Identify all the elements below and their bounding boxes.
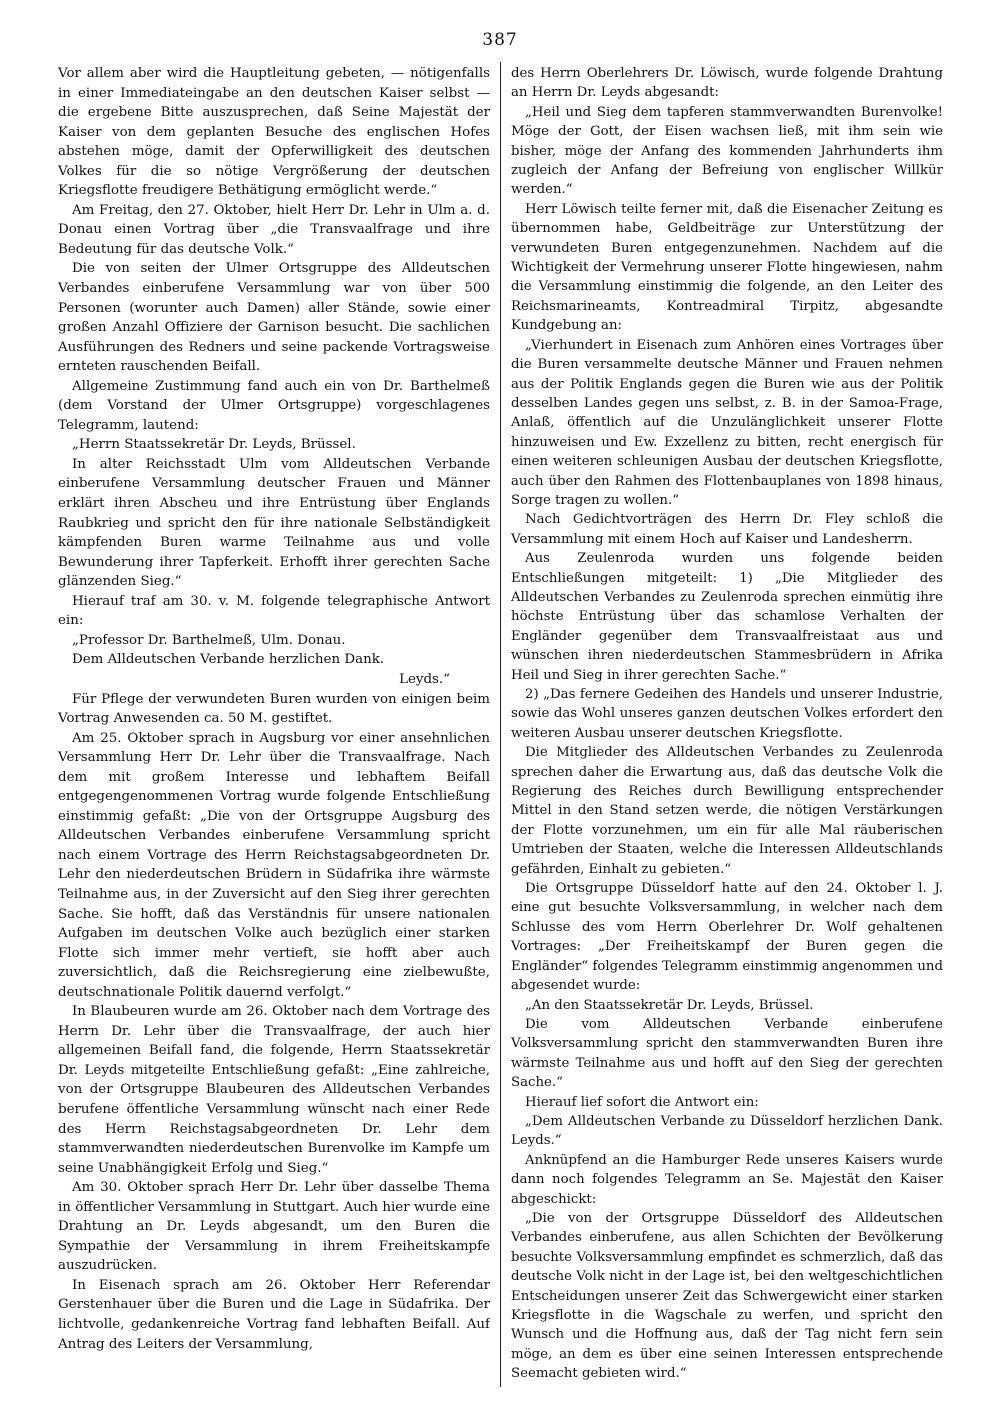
paragraph: Die Ortsgruppe Düsseldorf hatte auf den 24. Oktober l. J. eine gut besuchte Volksversammlung, in welcher nach dem Schlusse des vom Herrn Oberlehrer Dr. Wolf gehaltenen Vortrages: „Der Freiheitskampf der Buren gegen die Engländer“ folgendes Telegramm einstimmig angenommen und abgesendet wurde: <box>511 881 943 994</box>
paragraph: Aus Zeulenroda wurden uns folgende beiden Entschließungen mitgeteilt: 1) „Die Mitglieder des Alldeutschen Verbandes zu Zeulenroda sprechen einmütig ihre höchste Entrüstung über das schamlose Verhalten der Engländer gegenüber dem Transvaalfreistaat aus und wünschen ihren niederdeutschen Stammesbrüdern in Afrika Heil und Sieg in ihrer gerechten Sache.“ <box>511 551 943 683</box>
page-number: 387 <box>482 30 518 50</box>
paragraph: des Herrn Oberlehrers Dr. Löwisch, wurde folgende Drahtung an Herrn Dr. Leyds abgesandt: <box>511 66 943 101</box>
paragraph: Herr Löwisch teilte ferner mit, daß die Eisenacher Zeitung es übernommen habe, Geldbeiträge zur Unterstützung der verwundeten Buren entgegenzunehmen. Nachdem auf die Wichtigkeit der Vermehrung unserer Flotte hingewiesen, nahm die Versammlung einstimmig die folgende, an den Leiter des Reichsmarineamts, Kontreadmiral Tirpitz, abgesandte Kundgebung an: <box>511 201 943 334</box>
paragraph: Hierauf traf am 30. v. M. folgende telegraphische Antwort ein: <box>58 593 490 629</box>
paragraph: „Dem Alldeutschen Verbande zu Düsseldorf herzlichen Dank. Leyds.“ <box>511 1113 943 1149</box>
paragraph: In Eisenach sprach am 26. Oktober Herr Referendar Gerstenhauer über die Buren und die Lage in Südafrika. Der lichtvolle, gedankenreiche Vortrag fand lebhaften Beifall. Auf Antrag des Leiters der Versammlung, <box>58 1277 490 1352</box>
paragraph: Die vom Alldeutschen Verbande einberufene Volksversammlung spricht den stammverwandten Buren ihre wärmste Teilnahme aus und hofft auf den Sieg der gerechten Sache.“ <box>511 1016 943 1091</box>
paragraph: „Heil und Sieg dem tapferen stammverwandten Burenvolke! Möge der Gott, der Eisen wachsen ließ, mit ihm sein wie bisher, möge der Anfang des kommenden Jahrhunderts ihm zugleich der Anfang der Befreiung von englischer Willkür werden.“ <box>511 104 943 198</box>
paragraph: Am 25. Oktober sprach in Augsburg vor einer ansehnlichen Versammlung Herr Dr. Lehr über die Transvaalfrage. Nach dem mit großem Interesse und lebhaftem Beifall entgegengenommenen Vortrag wurde folgende Entschließung einstimmig gefaßt: „Die von der Ortsgruppe Augsburg des Alldeutschen Verbandes einberufene Versammlung spricht nach einem Vortrage des Herrn Reichstagsabgeordneten Dr. Lehr den niederdeutschen Brüdern in Südafrika ihre wärmste Teilnahme aus, in der Zuversicht auf den Sieg ihrer gerechten Sache. Sie hofft, daß das Verständnis für unsere nationalen Aufgaben im deutschen Volke auch bezüglich einer starken Flotte sich immer mehr vertieft, sie hofft aber auch zuversichtlich, daß die Reichsregierung eine zielbewußte, deutschnationale Politik dauernd verfolgt.“ <box>58 730 490 1000</box>
paragraph: Dem Alldeutschen Verbande herzlichen Dank. <box>72 652 385 668</box>
paragraph: Allgemeine Zustimmung fand auch ein von Dr. Barthelmeß (dem Vorstand der Ulmer Ortsgruppe) vorgeschlagenes Telegramm, lautend: <box>58 378 490 433</box>
paragraph: Anknüpfend an die Hamburger Rede unseres Kaisers wurde dann noch folgendes Telegramm an Se. Majestät den Kaiser abgeschickt: <box>511 1152 943 1207</box>
paragraph: Am 30. Oktober sprach Herr Dr. Lehr über dasselbe Thema in öffentlicher Versammlung in Stuttgart. Auch hier wurde eine Drahtung an Dr. Leyds abgesandt, um den Buren die Sympathie der Versammlung in ihrem Freiheitskampfe auszudrücken. <box>58 1180 490 1274</box>
right-column <box>511 64 943 1384</box>
paragraph: In Blaubeuren wurde am 26. Oktober nach dem Vortrage des Herrn Dr. Lehr über die Transvaalfrage, der auch hier allgemeinen Beifall fand, die folgende, Herrn Staatssekretär Dr. Leyds mitgeteilte Entschließung gefaßt: „Eine zahlreiche, von der Ortsgruppe Blaubeuren des Alldeutschen Verbandes berufene öffentliche Versammlung wünscht nach einer Rede des Herrn Reichstagsabgeordneten Dr. Lehr dem stammverwandten niederdeutschen Burenvolke im Kampfe um seine Unabhängigkeit Erfolg und Sieg.“ <box>58 1004 490 1176</box>
paragraph: Nach Gedichtvorträgen des Herrn Dr. Fley schloß die Versammlung mit einem Hoch auf Kaiser und Landesherrn. <box>511 512 943 547</box>
paragraph: Für Pflege der verwundeten Buren wurden von einigen beim Vortrag Anwesenden ca. 50 M. gestiftet. <box>58 691 490 727</box>
left-column <box>58 64 490 1384</box>
paragraph: „Die von der Ortsgruppe Düsseldorf des Alldeutschen Verbandes einberufene, aus allen Schichten der Bevölkerung besuchte Volksversammlung empfindet es schmerzlich, daß das deutsche Volk nicht in der Lage ist, bei den weltgeschichtlichen Entscheidungen unserer Zeit das Schwergewicht einer starken Kriegsflotte in die Wagschale zu werfen, und spricht den Wunsch und die Hoffnung aus, daß der Tag nicht fern sein möge, an dem es über eine seinen Interessen entsprechende Seemacht gebieten wird.“ <box>511 1210 943 1382</box>
paragraph: In alter Reichsstadt Ulm vom Alldeutschen Verbande einberufene Versammlung deutscher Frauen und Männer erklärt ihren Abscheu und ihre Entrüstung über Englands Raubkrieg und spricht den für ihre nationale Selbständigkeit kämpfenden Buren warme Teilnahme aus und volle Bewunderung ihrer Tapferkeit. Erhofft ihrer gerechten Sache glänzenden Sieg.“ <box>58 456 490 590</box>
paragraph: Am Freitag, den 27. Oktober, hielt Herr Dr. Lehr in Ulm a. d. Donau einen Vortrag über „die Transvaalfrage und ihre Bedeutung für das deutsche Volk.“ <box>58 202 490 257</box>
paragraph: Die Mitglieder des Alldeutschen Verbandes zu Zeulenroda sprechen daher die Erwartung aus, daß das deutsche Volk die Regierung des Reiches durch Bewilligung entsprechender Mittel in den Stand setzen werde, die nötigen Verstärkungen der Flotte vorzunehmen, um ein für alle Mal räuberischen Umtrieben der Staaten, welche die Interessen Alldeutschlands gefährden, Einhalt zu gebieten.“ <box>511 745 943 877</box>
paragraph: „Professor Dr. Barthelmeß, Ulm. Donau. <box>72 632 346 648</box>
column-divider <box>500 62 501 1387</box>
paragraph: Vor allem aber wird die Hauptleitung gebeten, — nötigenfalls in einer Immediateingabe an den deutschen Kaiser selbst — die ergebene Bitte auszusprechen, daß Seine Majestät der Kaiser von dem geplanten Besuche des englischen Hofes abstehen möge, damit der Opferwilligkeit des deutschen Volkes für die so nötige Vergrößerung der deutschen Kriegsflotte freudigere Bethätigung ermöglicht werde.“ <box>58 66 490 199</box>
paragraph: 2) „Das fernere Gedeihen des Handels und unserer Industrie, sowie das Wohl unseres ganzen deutschen Volkes erfordert den weiteren Ausbau unserer deutschen Kriegsflotte. <box>511 687 943 741</box>
paragraph: Die von seiten der Ulmer Ortsgruppe des Alldeutschen Verbandes einberufene Versammlung war von über 500 Personen (worunter auch Damen) aller Stände, sowie einer großen Anzahl Offiziere der Garnison besucht. Die sachlichen Ausführungen des Redners und seine packende Vortragsweise ernteten rauschenden Beifall. <box>58 261 490 375</box>
signature: Leyds.“ <box>399 671 450 687</box>
paragraph: „An den Staatssekretär Dr. Leyds, Brüssel. <box>525 997 814 1013</box>
paragraph: „Herrn Staatssekretär Dr. Leyds, Brüssel. <box>72 437 356 453</box>
paragraph: „Vierhundert in Eisenach zum Anhören eines Vortrages über die Buren versammelte deutsche Männer und Frauen nehmen aus der Politik Englands gegen die Buren wie aus der Politik desselben Landes gegen uns selbst, z. B. in der Samoa-Frage, Anlaß, öffentlich auf die Unzulänglichkeit unserer Flotte hinzuweisen und Ew. Exzellenz zu bitten, recht energisch für einen weiteren schleunigen Ausbau der deutschen Kriegsflotte, auch über den Rahmen des Flottenbauplanes von 1898 hinaus, Sorge tragen zu wollen.“ <box>511 337 943 508</box>
paragraph: Hierauf lief sofort die Antwort ein: <box>525 1094 759 1110</box>
